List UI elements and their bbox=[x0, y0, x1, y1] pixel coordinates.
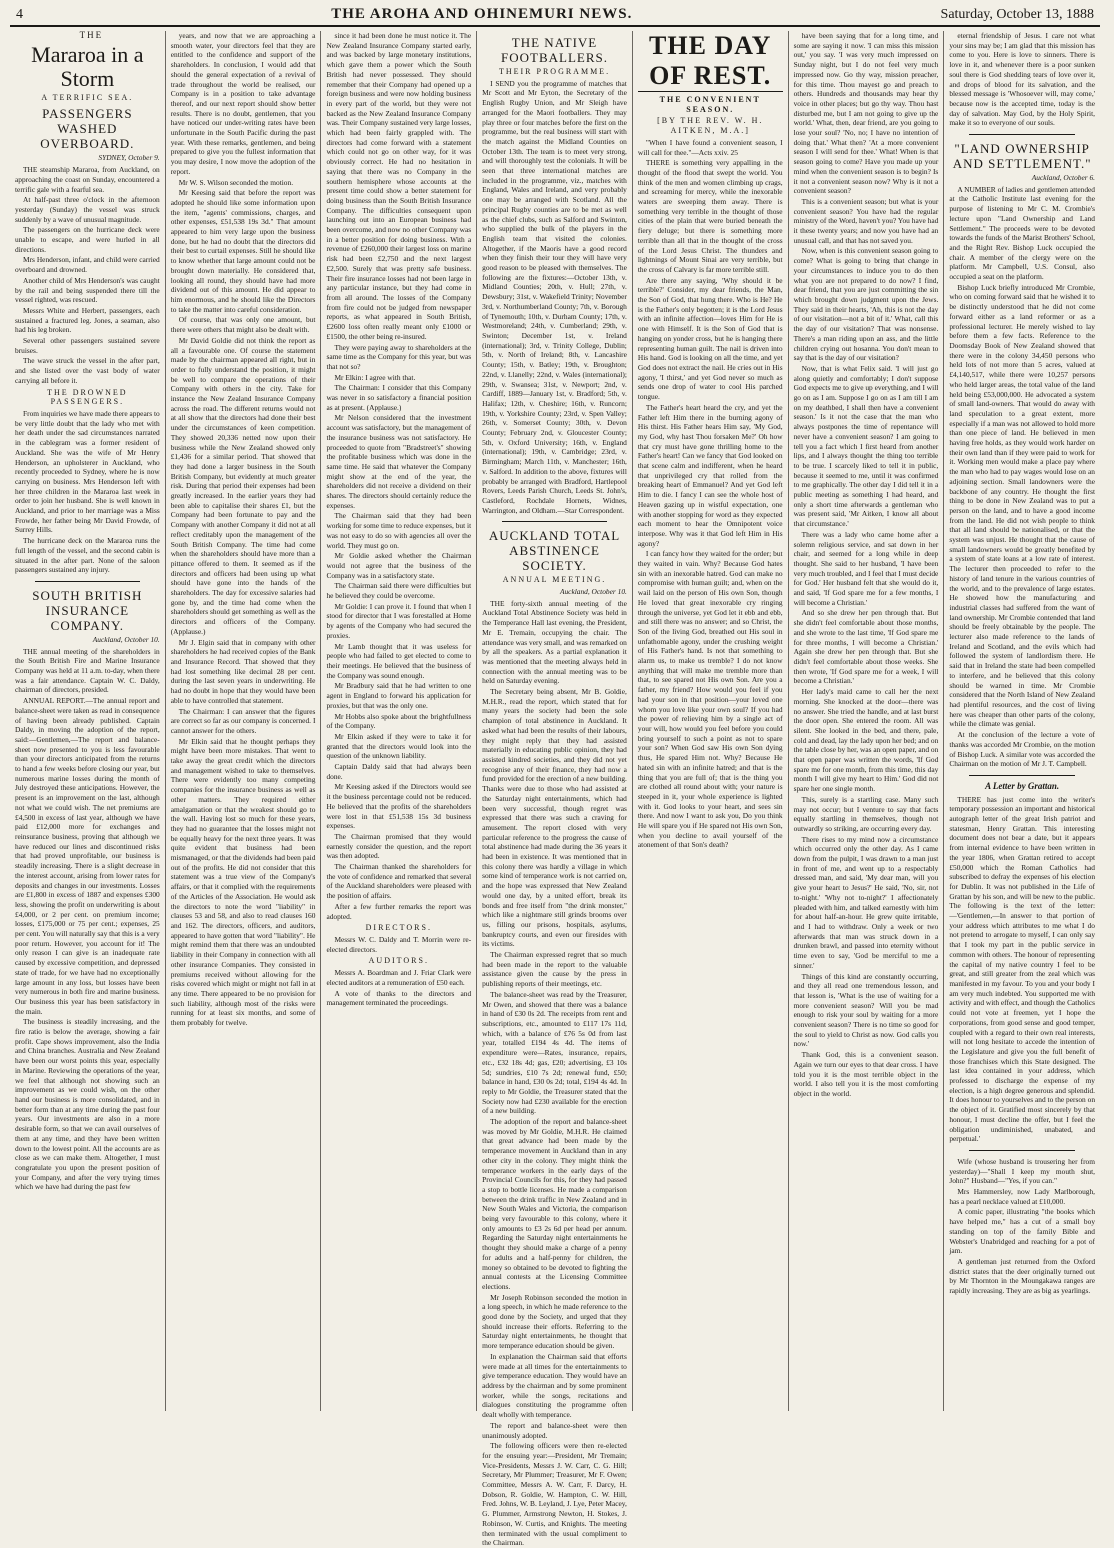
column-2 bbox=[166, 31, 322, 1411]
paragraph: THERE is something very appalling in the thought of the flood that swept the world. You think of the men and women climbing up crags, and screaming for mercy, while the inexorable waters are sweeping them away. There is something very terrible in the thought of those cities of the plain that were buried beneath the fiery deluge; but there is something more terrible than all that in the thought of the cross of the Lord Jesus Christ. The thunders and lightnings of Mount Sinai are very terrible, but the cross of Calvary is far more terrible still. bbox=[637, 158, 783, 274]
paragraph: Mrs Hammersley, now Lady Marlborough, has a pearl necklace valued at £10,000. bbox=[949, 1187, 1096, 1206]
paragraph: Her lady's maid came to call her the next morning. She knocked at the door—there was no answer. She tried the handle, and at last burst the door open. She entered the room. All was silent. She looked in the bed, and there, pale, cold and dead, lay the lady upon her bed; and on the table close by her, was an open paper, and on that open paper was written the words, 'If God spare me for one month, from this time, this day month I will give my heart to Him.' God did not spare her one single month. bbox=[793, 687, 939, 794]
paragraph: Thank God, this is a convenient season. Again we turn our eyes to that dear cross. I have told you it is the most terrible object in the world. I also tell you it is the most comforting object in the world. bbox=[793, 1050, 939, 1098]
article-headline-footballers: THE NATIVE FOOTBALLERS. bbox=[501, 35, 608, 65]
article-byline: [BY THE REV. W. H. AITKEN, M.A.] bbox=[657, 116, 764, 136]
paragraph: After a few further remarks the report was adopted. bbox=[326, 901, 472, 921]
article-headline-land-ownership: "LAND OWNERSHIP AND SETTLEMENT." bbox=[952, 141, 1092, 172]
paragraph: THE steamship Mararoa, from Auckland, on approaching the coast on Sunday, encountered a terrific gale with a fearful sea. bbox=[15, 165, 160, 194]
paragraph: Mr Elkin said that he thought perhaps they might have been more mistakes. That went to take away the great credit which the directors and management wished to take to themselves. There were evidently too many competing companies for the insurance business as well as other matters. They required either amalgamation or that the weakest should go to the wall. Having lost so much for these years, they had no guarantee that the losses might not be equally heavy for the next three years. It was quite evident that business had been mismanaged, or that the dividends had been paid out of the profits. He did not consider that this statement was a true view of the Company's affairs, or that it complied with the requirements of the Articles of the Association. He would ask the directors to note the word "liability" in clauses 53 and 58, and also to read clauses 160 and 162. The directors, officers, and auditors, appeared to have gotten that word "liability". He might remind them that there was an undoubted liability in their Company in connection with all other insurance Companies. They consisted in premiums received without allowing for the risks covered which might or might not fall in at any time. There appeared to be no provision for such liability, although most of the risks were running for at least six months, and some of them probably for twelve. bbox=[170, 736, 316, 1028]
article-dateline: SYDNEY, October 9. bbox=[98, 153, 160, 163]
paragraph: The Father's heart heard the cry, and yet the Father left Him there in the burning agony of His thirst. His Father hears Him say, 'My God, my God, why hast Thou forsaken Me?' Oh how that cry must have gone thrilling home to the Father's heart! Can we fancy that God looked on that scene calm and indifferent, when he heard that unprivileged cry that rolled from the breaking heart of Emmanuel? And yet God left Him to die. I fancy I can see the whole host of Heaven gazing up in wistful expectation, one with another stopping for word as they expected each moment to hear the Omnipotent voice interpose. Why was it that God left Him in His agony? bbox=[637, 402, 783, 548]
column-1 bbox=[10, 31, 166, 1411]
paragraph: Now, that is what Felix said. 'I will just go along quietly and comfortably; I don't suppose God expects me to give up everything, and I will go on as I am. Suppose I go on as I am till I am on my deathbed, I shall then have a convenient season.' Is it not the case that the man who always postpones the time of repentance will never have a convenient season? I am going to tell you a fact which I first heard from another lips, and I always thought the thing too terrible to be true. I scarcely liked to tell it in public, because it seemed to me, until it was confirmed to me graphically. The other day I did tell it in a public meeting as something I had heard, and only a short time afterwards a gentleman who was present said, 'Mr Aitken, I know all about that circumstance.' bbox=[793, 363, 939, 529]
paragraph: Mr Elkin asked if they were to take it for granted that the directors would look into the question of the unknown liability. bbox=[326, 731, 472, 761]
paragraph: The business is steadily increasing, and the fire ratio is below the average, showing a fair profit. Cape shows improvement, also the India and China branches. Australia and New Zealand have been our worst points this year, especially in Marine. Reviewing the operations of the year, we feel that although not showing such an improvement as we could wish, on the other hand our business is more consolidated, and in better form than at any time during the past four years. Our investments are also in a more desirable form, so that we can avail ourselves of them at any time, and they have been written down to the lowest point. All the accounts are as close as we can make them. Altogether, I must congratulate you upon the present position of your Company, and after the very trying times which we have had during the past few bbox=[15, 1017, 160, 1192]
divider bbox=[969, 1150, 1075, 1151]
paragraph: Mr J. Elgin said that in company with other shareholders he had received copies of the Bank and Insurance Record. That showed that they had lost something like decimal 28 per cent. during the last seven years in underwriting. He had no doubt in hope that they would have been able to have controlled that statement. bbox=[170, 637, 316, 705]
paragraph: Mr Lamb thought that it was useless for people who had failed to get elected to come to their meetings. He believed that the business of the Company was sound enough. bbox=[326, 641, 472, 680]
article-headline-day-of-rest: THE DAY OF REST. bbox=[638, 31, 783, 92]
paragraph: The balance-sheet was read by the Treasurer, Mr Owen, and showed that there was a balance in hand of £30 0s 2d. The receipts from rent and subscriptions, etc., amounted to £117 17s 11d, which, with a balance of £76 5s 0d from last year, totalled £194 4s 4d. The items of expenditure were—Rates, insurance, repairs, etc., £32 18s 4d; gas, £20; advertising, £3 10s 5d; sundries, £10 7s 2d; renewal fund, £50; balance in hand, £30 0s 2d; total, £194 4s 4d. In reply to Mr Goldie, the Treasurer stated that the Society now had £230 available for the erection of a new building. bbox=[482, 989, 627, 1116]
paragraph: THE annual meeting of the shareholders in the South British Fire and Marine Insurance Company was held at 11 a.m. to-day, when there was a fair attendance. Captain W. C. Daldy, chairman of directors, presided. bbox=[15, 646, 160, 695]
paragraph: years, and now that we are approaching a smooth water, your directors feel that they are entitled to the confidence and support of the shareholders. In conclusion, I would add that should the general expectation of a revival of trade throughout the world be realised, our Company is in a position to take advantage thereof, and our next report should show better results. There is no doubt, gentlemen, that you have noticed our under-writing rates have been unfortunate in the South Pacific during the past year. With these remarks, gentlemen, and being prepared to give you the fullest information that you may desire, I now move the adoption of the report. bbox=[170, 31, 316, 176]
article-subhead: THE CONVENIENT SEASON. bbox=[659, 95, 761, 114]
column-4 bbox=[477, 31, 633, 1548]
paragraph: The Chairman said that they had been working for some time to reduce expenses, but it was not easy to do so with agencies all over the world. They must go on. bbox=[326, 511, 472, 550]
paragraph: A vote of thanks to the directors and management terminated the proceedings. bbox=[326, 988, 472, 1008]
paragraph: I can fancy how they waited for the order; but they waited in vain. Why? Because God hates sin with an inexorable hatred. God can make no compromise with human guilt; and, when on the wail laid on the person of His own Son, though He loved that great inexorable cry ringing through the universe, yet God let it ebb and ebb, and still there was no answer; and so Christ, the Son of the living God, breathed out His soul in unfathomable agony, under the crushing weight of His Father's hand. Is not that something to alarm us, to make us tremble? I do not know anything that will make me tremble more than that, to see spared not His own Son. Are you a father, my friend? How would you feel if you had your son in that position—your loved one whom you love like your own soul? If you had the power of relieving him by a single act of your will, how would you feel before you could bring yourself to such a point as not to spare your son? When God saw His own Son dying thus, He spared Him not. Why? Because He hated sin with an infinite hatred; and that is the thing that you are full of; that is the thing you are clothed all round about with; your nature is steeped in it, your whole experience is lighted with it. God looks to your heart, and sees sin there. And now I want to ask you, Do you think He will spare you if He spared not His own Son, when you decline to avail yourself of the atonement of that Son's death? bbox=[637, 549, 783, 850]
paragraph: This, surely is a startling case. Many such may not occur; but I venture to say that facts equally startling in themselves, though not outwardly so striking, are occurring every day. bbox=[793, 794, 939, 833]
article-headline-mararoa: Mararoa in a Storm bbox=[31, 41, 144, 91]
paragraph: There rises to my mind now a circumstance which occurred only the other day. As I came down from the pulpit, I was drawn to a man just in front of me, and went up to a respectably dressed man, and said, 'My dear man, will you give your heart to Jesus?' He said, 'No, sir, not to-night.' 'Why not to-night?' I affectionately pleaded with him, and talked earnestly with him for about half-an-hour. He grew quite irritable, and I had to withdraw. Only a week or two afterwards that man was struck down in a drunken brawl, and passed into eternity without time even to say, 'God be merciful to me a sinner.' bbox=[793, 834, 939, 970]
article-subhead: A TERRIFIC SEA. bbox=[41, 92, 134, 102]
paragraph: Mr Elkin: I agree with that. bbox=[334, 372, 416, 382]
paragraph: The Chairman said there were difficulties but he believed they could be overcome. bbox=[326, 581, 472, 601]
newspaper-title: THE AROHA AND OHINEMURI NEWS. bbox=[331, 6, 633, 22]
paragraph: Mrs Henderson, infant, and child were carried overboard and drowned. bbox=[15, 255, 160, 275]
paragraph: A NUMBER of ladies and gentlemen attended at the Catholic Institute last evening for the purpose of listening to Mr C. M. Crombie's lecture upon "Land Ownership and Land Settlement." The proceeds were to be devoted towards the funds of the Marist Brothers' School, and the Right Rev. Bishop Luck occupied the chair. A member of the clergy were on the platform. Mr Campbell, U.S. Consul, also occupied a seat on the platform. bbox=[949, 184, 1096, 282]
paragraph: THE forty-sixth annual meeting of the Auckland Total Abstinence Society was held in the Temperance Hall last evening, the President, Mr E. Tremain, occupying the chair. The attendance was very small, and was remarked on by all the speakers. As a partial explanation it was mentioned that the meeting always held in connection with the annual meeting was to be held on Saturday evening. bbox=[482, 598, 627, 686]
article-dateline: Auckland, October 10. bbox=[92, 634, 160, 644]
paragraph: The report and balance-sheet were then unanimously adopted. bbox=[482, 1420, 627, 1440]
paragraph: They were paying away to shareholders at the same time as the Company for this year, but was that not so? bbox=[326, 342, 472, 371]
paragraph: There was a lady who came home after a solemn religious service, and sat down in her chair, and seemed for a long while in deep thought. She said to her husband, 'I have been very much troubled, and I feel that I must decide for God.' Her husband felt that she would do it, and said, 'If God spare me for a few months, I will become a Christian.' bbox=[793, 529, 939, 607]
article-dateline: Auckland, October 10. bbox=[559, 587, 627, 597]
masthead-rule bbox=[10, 25, 1100, 27]
paragraph: Another child of Mrs Henderson's was caught by the rail and being suspended there till the vessel righted, was rescued. bbox=[15, 275, 160, 305]
paragraph: ANNUAL REPORT.—The annual report and balance-sheet were taken as read in consequence of having been already published. Captain Daldy, in moving the adoption of the report, said:—Gentlemen,—The report and balance-sheet now presented to you is less favourable than your directors anticipated from the returns to hand a few weeks before closing our year, but numerous marine losses during the month of July destroyed these anticipations. However, the present is an improvement on the last, although not what we could wish. The net premiums are £4,500 in excess of last year, although we have paid £12,000 more for exchanges and reinsurance business, proving that although we have reduced our lines and discontinued risks that had proved unprofitable, our business is steadily increasing. There is a slight decrease in the interest account, arising from lower rates for deposits and changes in our investments. Losses are £1,800 in excess of 1887 and expenses £300 less, showing the profit on underwriting is about £4,000, or 2 per cent. on premium income; losses, £175,000 or 75 per cent.; expenses, 25 per cent. You will naturally say that this is a very poor return. However, you account for it! The only reason I can give is an inadequate rate caused by excessive competition, and depressed state of trade, for we have had no exceptionally large amount in any loss, but losses have been very numerous in both fire and marine business. Our business this year has been satisfactory in the main. bbox=[15, 696, 160, 1016]
paragraph: The passengers on the hurricane deck were unable to escape, and were hurled in all directions. bbox=[15, 225, 160, 254]
paragraph: The Chairman: I consider that this Company was never in so satisfactory a financial position as at present. (Applause.) bbox=[326, 383, 472, 412]
paragraph: THERE has just come into the writer's temporary possession an important and historical autograph letter of the great Irish patriot and statesman, Henry Grattan. This interesting document does not bear a date, but it appears from internal evidence to have been written in the year 1806, when Grattan retired to accept £50,000 which the Roman Catholics had subscribed to defray the expenses of his election for Dublin. It was not published in the Life of Grattan by his son, and will be new to the public. The following is the text of the letter:—'Gentlemen,—In answer to that portion of your address which attributes to me what I do not pretend to arrogate to myself, I can only say that I took my part in the public service in common with others. The honour of representing the capital of my native country I feel to be great, and still greater from the zeal which was manifested in my favour. To you and your body I am very much indebted. You supported me with activity and with effect, and though the Catholics could not vote at freemen, yet I hope the corporations, from good sense and good temper, coupled with a regard to their own real interests, will not long hesitate to accede the intention of the Legislature and give you the full benefit of those franchises which this State designed. The last idea contained in your address, which professed to discharge the expense of my election, is a high degree generous and splendid. It does honour to yourselves and to the person on the object of it. Gratified most sincerely by that honour, I must decline the offer, but I feel the obligation undiminished, unabated, and perpetual.' bbox=[949, 794, 1096, 1144]
column-7 bbox=[944, 31, 1100, 1411]
paragraph: This is a convenient season; but what is your convenient season? You have had the regular ministry of the Word, haven't you? You have had it these twenty years; and now you have had an unusual call, and that has not saved you. bbox=[793, 196, 939, 245]
section-subhead: AUDITORS. bbox=[368, 956, 429, 966]
article-headline-abstinence: AUCKLAND TOTAL ABSTINENCE SOCIETY. bbox=[488, 528, 621, 574]
paragraph: At half-past three o'clock in the afternoon yesterday (Sunday) the vessel was struck suddenly by a wave of unusual magnitude. bbox=[15, 195, 160, 224]
paragraph: At the conclusion of the lecture a vote of thanks was accorded Mr Crombie, on the motion of Bishop Luck. A similar vote was accorded the Chairman on the motion of Mr J. T. Campbell. bbox=[949, 730, 1096, 769]
paragraph: And so she drew her pen through that. But she didn't feel comfortable about those months, and she wrote to the last time, 'If God spare me for three months, I will become a Christian.' Again she drew her pen through that. But she didn't feel comfortable about those weeks. She then wrote, 'If God spare me for a week, I will become a Christian.' bbox=[793, 608, 939, 686]
divider bbox=[969, 134, 1075, 135]
paragraph: A gentleman just returned from the Oxford district states that the deer originally turned out by Mr Thornton in the Moungakawa ranges are rapidly increasing. They are as big as yearlings. bbox=[949, 1256, 1096, 1296]
paragraph: Messrs White and Herbert, passengers, each sustained a fractured leg. Jones, a seaman, also had his leg broken. bbox=[15, 305, 160, 335]
page-number: 4 bbox=[16, 7, 23, 22]
article-subhead-passengers: PASSENGERS WASHED OVERBOARD. bbox=[40, 106, 135, 152]
article-headline-grattan: A Letter by Grattan. bbox=[985, 780, 1060, 791]
divider bbox=[502, 521, 607, 522]
masthead bbox=[10, 6, 1100, 23]
paragraph: Mr Goldie asked whether the Chairman would not agree that the business of the Company was in a satisfactory state. bbox=[326, 551, 472, 580]
columns bbox=[10, 30, 1100, 1548]
paragraph: eternal friendship of Jesus. I care not what your sins may be; I am glad that this mission has come to you. Here is love to sinners. There is love in it, and whenever there is a poor sunken soul there is God shedding tears of love over it, and drops of blood for its salvation, and the blessed message is 'Whosoever will, may come,' because now is the accepted time, today is the day of salvation. May God, by the Holy Spirit, make it so to everyone of our souls. bbox=[949, 31, 1096, 128]
paragraph: Mr David Goldie did not think the report as all a favourable one. Of course the statement made by the chairman appeared all right, but in order to fully understand the position, it might be well to compare the operations of their Company with others in the city. Take for instance the New Zealand Insurance Company across the road. The different returns would not at all show that the directors had done their best under the circumstances of keen competition. They showed 20,336 netted now upon their business while the New Zealand showed only £1,436 for a similar period. That showed that they had done a larger business in the South British Company, but evidently at much greater risk. During that period their expenses had been greatly increased. In the earlier years they had been able to capitalise their shares £1, but the Company had been fortunate to pay and the Company with another Company it did not at all reflect creditably upon the management of the South British Company. The time had come when the shareholders should have more than a pittance offered to them. It seemed as if the directors and officers had been using up what should have gone into the hands of the shareholders. The day for excessive salaries had gone by, and the time had come when the shareholders should get something as well as the directors and officers of the Company. (Applause.) bbox=[170, 335, 316, 636]
paragraph: Mr W. S. Wilson seconded the motion. bbox=[178, 177, 294, 187]
paragraph: "When I have found a convenient season, I will call for thee."—Acts xxiv. 25 bbox=[637, 137, 783, 157]
paragraph: Messrs W. C. Daldy and T. Morrin were re-elected directors. bbox=[326, 934, 472, 954]
paragraph: Bishop Luck briefly introduced Mr Crombie, who on coming forward said that he wished it to be distinctly understood that he did not come forward either as a land reformer or as a professional lecturer. He merely wished to lay before them a few facts. Reference to the Doomsday Book of New Zealand showed that there were in the colony 34,450 persons who held lots of not more than 5 acres, valued at £4,140,517, while there were 10,257 persons who held larger areas, the total value of the land held being £53,000,000. He advocated a system of small land-owners. That would do away with land speculation to a great extent, more especially if a man was not allowed to hold more than one piece of land. He believed in men having free holds, as they would work harder on their own land than if they were paid to work for it. Working men would make a place pay where the man who had to pay wages would lose on an adjoining section. Small landowners were the backbone of any country. He thought the first thing to be done in New Zealand was to put a person on the land, and to have a good income from the land. He did not wish people to think that all land should be nationalised, or that the system was unjust. He thought that the cause of small landowners would be greatly benefited by a system of state loans at a low rate of interest. The lecturer then proceeded to refer to the history of land tenure in the various countries of the world, and to the prevalence of large estates. He showed how the manufacturing and industrial classes had suffered from the want of land ownership. Mr Crombie contended that land should be freely obtainable by the people. The lecturer also made reference to the lands of Ireland and Scotland, and the evils which had followed the system of landlordism there. He said that in Ireland the state had been compelled to interfere, and he believed that this colony should be warned in time. Mr Crombie considered that the North Island of New Zealand had plentiful resources, and the cost of living here was cheaper than other parts of the colony, while the climate was genial. bbox=[949, 282, 1096, 729]
paragraph: Mr Hobbs also spoke about the brightfullness of the Company. bbox=[326, 711, 472, 731]
paragraph: I SEND you the programme of matches that Mr Scott and Mr Eyton, the Secretary of the English Rugby Union, and Mr Sleigh have arranged for the Maori footballers. They may play three or four matches before the first on the programme, but the real business will start with the match against the Midland Counties on October 13th. The team is to meet very strong, and will thoroughly test the colonials. It will be seen that three international matches are included in the programme, viz., matches with England, Wales and Ireland, and very probably one may be arranged with Scotland. All the principal Rugby counties are to be met as well as the chief clubs, such as Salford and Swinton, who supplied the bulk of the players in the English team that visited the colonies. Altogether, if the Maoris have a good record when they finish their tour they will have very good reason to be pleased with themselves. The following are the fixtures:—October 13th, v. Midland Counties; 20th, v. Hull; 27th, v. Dewsbury; 31st, v. Wakefield Trinity; November 3rd, v. Northumberland County; 7th, v. Borough of Tynemouth; 10th, v. Durham County; 17th, v. Westmoreland; 24th, v. Cumberland; 29th, v. Swinton; December 1st, v. Ireland (international); 3rd, v. Trinity College, Dublin; 5th, v. North of Ireland; 8th, v. Lancashire County; 15th, v. Batley; 19th, v. Broughton; 22nd, v. Llanelly; 22nd, v. Wales (international); 29th, v. Swansea; 31st, v. Newport; 2nd, v. Cardiff, 1889—January 1st, v. Bradford; 5th, v. Halifax; 12th, v. Cheshire; 16th, v. Runcorn; 19th, v. Yorkshire County; 23rd, v. Spen Valley; 26th, v. Somerset County; 30th, v. Devon County; February 2nd, v. Gloucester County; 5th, v. Oxford University; 16th, v. England (international); 19th, v. Cambridge; 23rd, v. Birmingham; March 11th, v. Manchester; 16th, v. Salford. In addition to the above, fixtures will probably be arranged with Bradford, Hartlepool Rovers, Leeds Parish Church, Leeds St. John's, Castleford, Rochdale Hornets, Widnes, Warrington, and Oldham.—Star Correspondent. bbox=[482, 78, 627, 515]
paragraph: The Chairman: I can answer that the figures are correct so far as our company is concerned. I cannot answer for the others. bbox=[170, 706, 316, 735]
paragraph: Mr Keesing said that before the report was adopted he should like some information upon the item, "agents' commissions, charges, and other expenses, £51,538 19s 3d." That amount appeared to him very large upon the business done, but he had no doubt that the directors did their best to curtail expenses. Still he should like to know whether that large amount could not be brought down materially. He considered that, looking all round, they should have had more dividend out of this amount. He did appear to him enormous, and he should like the Directors to take the matter into careful consideration. bbox=[170, 188, 316, 314]
divider bbox=[35, 581, 140, 582]
paragraph: A comic paper, illustrating "the books which have helped me," has a cut of a small boy standing on top of the family Bible and Webster's Unabridged and reaching for a pot of jam. bbox=[949, 1207, 1096, 1256]
article-subhead: THEIR PROGRAMME. bbox=[498, 67, 611, 76]
paragraph: Of course, that was only one amount, but there were others that might also be dealt with. bbox=[170, 315, 316, 335]
paragraph: The Chairman expressed regret that so much had been made in the report to the valuable assistance given the cause by the press in publishing reports of their meetings, etc. bbox=[482, 950, 627, 989]
article-headline-insurance: SOUTH BRITISH INSURANCE COMPANY. bbox=[32, 587, 143, 633]
issue-date: Saturday, October 13, 1888 bbox=[940, 7, 1094, 22]
paragraph: The Chairman promised that they would earnestly consider the question, and the report was then adopted. bbox=[326, 831, 472, 861]
column-3 bbox=[321, 31, 477, 1411]
paragraph: The Secretary being absent, Mr B. Goldie, M.H.R., read the report, which stated that for many years the society had been the sole champion of total abstinence in Auckland. It asked what had been the results of their labours, they might reply that they had assisted materially in educating public opinion, they had assisted kindred societies, and they did not yet recognise any of their finance, they had now a fund provided for the erection of a new building. Thanks were due to those who had assisted at the Saturday night entertainments, which had been very successful, though regret was expressed that there was such a craving for amusement. The report closed with very particular reference to the progress the cause of total abstinence had made during the 36 years it had been in existence. It was mentioned that in this colony there was hardly a village in which some kind of temperance work is not carried on, and the hope was expressed that New Zealand would one day, by a united effort, break its bonds and free itself from "the drink monster," which like a nightmare still grinds brooms over us, filling our prisons, hospitals, asylums, bankruptcy courts, and even our firesides with its victims. bbox=[482, 687, 627, 949]
article-dateline: Auckland, October 6. bbox=[1031, 173, 1096, 183]
paragraph: have been saying that for a long time, and some are saying it now. 'I can miss this mission out,' you say. 'I was very much impressed on Sunday night, but I do not feel very much impressed now. Go thy way, mission preacher, for this time. Thou mayest go and preach to others. Hundreds and thousands may hear thy voice in other places; but go thy way. Thou hast disturbed me, but I am not going to give up the world.' What, then, dear friend, are you going to lose your soul? 'No, no; I have no intention of doing that.' What then? 'At a more convenient season I will send for thee.' What! When is that season going to come? Have you made up your mind when the convenient season is to begin? Is it not a convenient season now? Why is it not a convenient season? bbox=[793, 31, 939, 196]
paragraph: The Chairman thanked the shareholders for the vote of confidence and remarked that several of the Auckland shareholders were pleased with the position of affairs. bbox=[326, 862, 472, 901]
section-subhead: THE DROWNED PASSENGERS. bbox=[47, 387, 128, 407]
paragraph: since it had been done he must notice it. The New Zealand Insurance Company started early, and was backed by large monetary institutions, which gave them a power which the South British had never possessed. They should remember that their Company had opened up a foreign business and were now holding business in every part of the world, but they were not backed as the New Zealand Insurance Company was. Their Company sustained very large losses, which had been fairly grappled with. The directors had come forward with a statement which could not go on other way, for it was obviously correct. He had no hesitation in saying that there was no Company in the southern hemisphere whose accounts at the present time could show a better statement for doing business than the South British Insurance Company. The difficulties consequent upon launching out into an European business had been overcome, and now no other Company was in a better position for doing business. With a revenue of £260,000 their largest loss on marine risk had been £2,750 and the next largest £2,500. Surely that was pretty safe business. Their fire insurance losses had not been large in any particular instance, but they had come in from all around. The losses of the Company from fire could not be judged from newspaper reports, as what appeared in South British, £2600 loss often really meant only £1000 or £1500, the other being re-insured. bbox=[326, 31, 472, 341]
paragraph: Messrs A. Boardman and J. Friar Clark were elected auditors at a remuneration of £50 each. bbox=[326, 968, 472, 987]
paragraph: Mr Keesing asked if the Directors would see it the business percentage could not be reduced. He believed that the profits of the shareholders were lost in that £51,538 15s 3d business expenses. bbox=[326, 782, 472, 831]
paragraph: Now, when is this convenient season going to come? What is going to bring that change in your circumstances to induce you to do then what you are not prepared to do now? I find, dear friend, that you are just committing the sin which brought down judgment upon the Jews. They said in their hearts, 'Ah, this is not the day of our visitation—not a bit of it.' What, call this the day of our visitation? That was nonsense. There's a man riding upon an ass, and the little children crying out hosanna. You don't mean to say that is the day of our visitation? bbox=[793, 246, 939, 363]
column-6 bbox=[789, 31, 945, 1411]
paragraph: Mr Goldie: I can prove it. I found that when I stood for director that I was forestalled at Home by agents of the Company who had secured the proxies. bbox=[326, 601, 472, 640]
paragraph: The following officers were then re-elected for the ensuing year:—President, Mr Tremain; Vice-Presidents, Messrs J. W. Carr, C. G. Hill; Secretary, Mr Plummer; Treasurer, Mr F. Owen; Committee, Messrs A. W. Carr, F. Darcy, H. Dobson, R. Goldie, W. Hampton, C. W. Hill, Fred. Johns, W. B. Leyland, J. Lye, Peter Macey, G. Plummer, Armstrong Newton, H. Stokes, J. Robinson, W. Curtis, and Knights. The meeting then terminated with the usual compliment to the Chairman. bbox=[482, 1441, 627, 1548]
paragraph: Mr Joseph Robinson seconded the motion in a long speech, in which he made reference to the good done by the Society, and urged that they should increase their efforts. Referring to the Saturday night entertainments, he thought that more temperance education should be given. bbox=[482, 1292, 627, 1351]
paragraph: Captain Daldy said that had always been done. bbox=[326, 762, 472, 781]
paragraph: Wife (whose husband is trousering her from yesterday)—"Shall I keep my mouth shut, John?" Husband—"Yes, if you can." bbox=[949, 1156, 1096, 1186]
section-subhead: DIRECTORS. bbox=[365, 923, 432, 933]
paragraph: The hurricane deck on the Mararoa runs the full length of the vessel, and the second cabin is situated in the after part. None of the saloon passengers sustained any injury. bbox=[15, 536, 160, 575]
paragraph: Things of this kind are constantly occurring, and they all read one tremendous lesson, and that lesson is, 'What is the use of waiting for a more convenient season? Will you be mad enough to risk your soul by waiting for a more convenient season? There is no time so good for the soul to yield to Christ as now. God calls you now.' bbox=[793, 971, 939, 1049]
divider bbox=[969, 775, 1075, 776]
paragraph: The adoption of the report and balance-sheet was moved by Mr Goldie, M.H.R. He claimed that great advance had been made by the temperance movement in Auckland than in any other city in the colony. They might think the temperance workers in the early days of the Provincial Councils for this, for they had passed a stop to bottle licenses. He made a comparison between the drink traffic in New Zealand and in New South Wales and Victoria, the comparison being very favourable to this colony, where it only amounts to £3 2s 6d per head per annum. Regarding the Saturday night entertainments he thought they should make a charge of a penny for adults and a half-penny for children, the money so obtained to be devoted to fighting the annual contests at the Licensing Committee elections. bbox=[482, 1117, 627, 1291]
paragraph: Are there any saying, 'Why should it be terrible?' Consider, my dear friends, the Man, the Son of God, that hung there. Who is He? He is the Father's only begotten; it is the Lord Jesus with an infinite affection—loves Him for He is one with Himself. It is the Son of God that is hanging on yonder cross, but he is hanging there representing human guilt. The nail is driven into His hand. God is looking on all the time, and yet God does not extract the nail. He cries out in His agony, 'I thirst,' and yet God never so much as sends one drop of water to cool His parched tongue. bbox=[637, 275, 783, 402]
paragraph: Several other passengers sustained severe bruises. bbox=[15, 336, 160, 355]
paragraph: Mr Bradbury said that he had written to one agent in England to forward his application for proxies, but that was the only one. bbox=[326, 681, 472, 710]
article-subhead: ANNUAL MEETING. bbox=[502, 575, 607, 585]
article-kicker: THE bbox=[79, 30, 104, 40]
paragraph: In explanation the Chairman said that efforts were made at all times for the entertainments to give temperance education. They would have an address by the chairman and by some prominent worker, while the songs, recitations and dialogues constituting the programme often dealt wholly with temperance. bbox=[482, 1351, 627, 1420]
column-5 bbox=[633, 31, 789, 1411]
paragraph: From inquiries we have made there appears to be very little doubt that the lady who met with her death under the sad circumstances narrated in the cablegram was a former resident of Auckland. She was the wife of Mr Henry Henderson, an upholsterer in Auckland, who recently proceeded to Sydney, where he is now carrying on business. Mrs Henderson left with her three children in the Mararoa last week in order to join her husband. She is well known in Auckland, and prior to her marriage was a Miss Frowde, her father being Mr David Frowde, of Surrey Hills. bbox=[15, 408, 160, 535]
paragraph: The wave struck the vessel in the after part, and she listed over the vast body of water carrying all before it. bbox=[15, 356, 160, 385]
paragraph: Mr Nelson considered that the investment account was satisfactory, but the management of the insurance business was not satisfactory. He proceeded to quote from "Bradstreet's" showing the profitable business which was done in the same time. He said that whatever the Company might show at the end of the year, the shareholders did not receive a dividend on their shares. The directors should certainly reduce the expenses. bbox=[326, 413, 472, 510]
